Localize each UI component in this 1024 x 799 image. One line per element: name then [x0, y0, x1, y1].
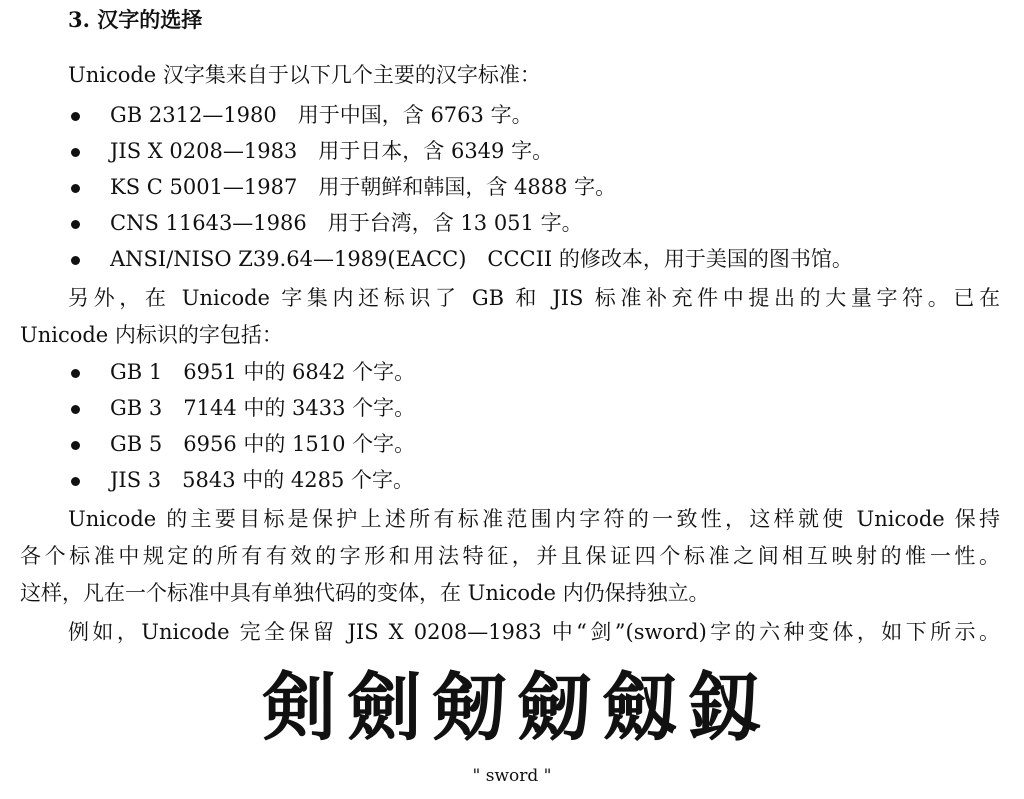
variant-glyph: 劔: [602, 665, 677, 751]
paragraph-line: 这样，凡在一个标准中具有单独代码的变体，在 Unicode 内仍保持独立。: [20, 581, 710, 605]
bullet-icon: [71, 405, 80, 414]
bullet-icon: [71, 148, 80, 157]
section-heading: 3. 汉字的选择: [68, 7, 203, 32]
list-item-text: GB 1 6951 中的 6842 个字。: [110, 360, 416, 384]
list-item-text: KS C 5001—1987 用于朝鲜和韩国，含 4888 字。: [110, 175, 617, 199]
variant-glyph: 劍: [347, 665, 422, 751]
list-item-text: JIS X 0208—1983 用于日本，含 6349 字。: [110, 139, 554, 163]
paragraph-line: [68, 617, 1000, 647]
bullet-icon: [71, 369, 80, 378]
paragraph-line: [68, 504, 1000, 534]
variant-glyph: 劒: [517, 665, 592, 751]
paragraph-text: 例如，Unicode 完全保留 JIS X 0208—1983 中“剑”(sword)字的六种变体，如下所示。: [68, 620, 1000, 644]
list-item-text: GB 2312—1980 用于中国，含 6763 字。: [110, 103, 533, 127]
bullet-icon: [71, 441, 80, 450]
bullet-icon: [71, 256, 80, 265]
bullet-icon: [71, 112, 80, 121]
paragraph-text: Unicode 的主要目标是保护上述所有标准范围内字符的一致性，这样就使 Unicode 保持: [68, 507, 1000, 531]
paragraph-line: Unicode 内标识的字包括：: [20, 323, 283, 347]
paragraph-line: [20, 541, 1000, 571]
sword-variants-figure: [262, 660, 762, 756]
variant-glyph: 剣: [262, 665, 336, 751]
variant-glyph: 剱: [432, 665, 507, 751]
paragraph-line: [68, 283, 1000, 313]
list-item-text: ANSI/NISO Z39.64—1989(EACC) CCCII 的修改本，用于美国的图书馆。: [110, 247, 853, 271]
variant-glyph: 釼: [687, 665, 762, 751]
paragraph-text: 另外，在 Unicode 字集内还标识了 GB 和 JIS 标准补充件中提出的大量字符。已在: [68, 286, 1000, 310]
list-item-text: CNS 11643—1986 用于台湾，含 13 051 字。: [110, 211, 583, 235]
intro-paragraph: Unicode 汉字集来自于以下几个主要的汉字标准：: [68, 63, 541, 87]
paragraph-text: 各个标准中规定的所有有效的字形和用法特征，并且保证四个标准之间相互映射的惟一性。: [20, 544, 1000, 568]
list-item-text: JIS 3 5843 中的 4285 个字。: [110, 468, 415, 492]
bullet-icon: [71, 477, 80, 486]
figure-caption: " sword ": [472, 766, 552, 786]
list-item-text: GB 3 7144 中的 3433 个字。: [110, 396, 416, 420]
bullet-icon: [71, 220, 80, 229]
bullet-icon: [71, 184, 80, 193]
list-item-text: GB 5 6956 中的 1510 个字。: [110, 432, 416, 456]
